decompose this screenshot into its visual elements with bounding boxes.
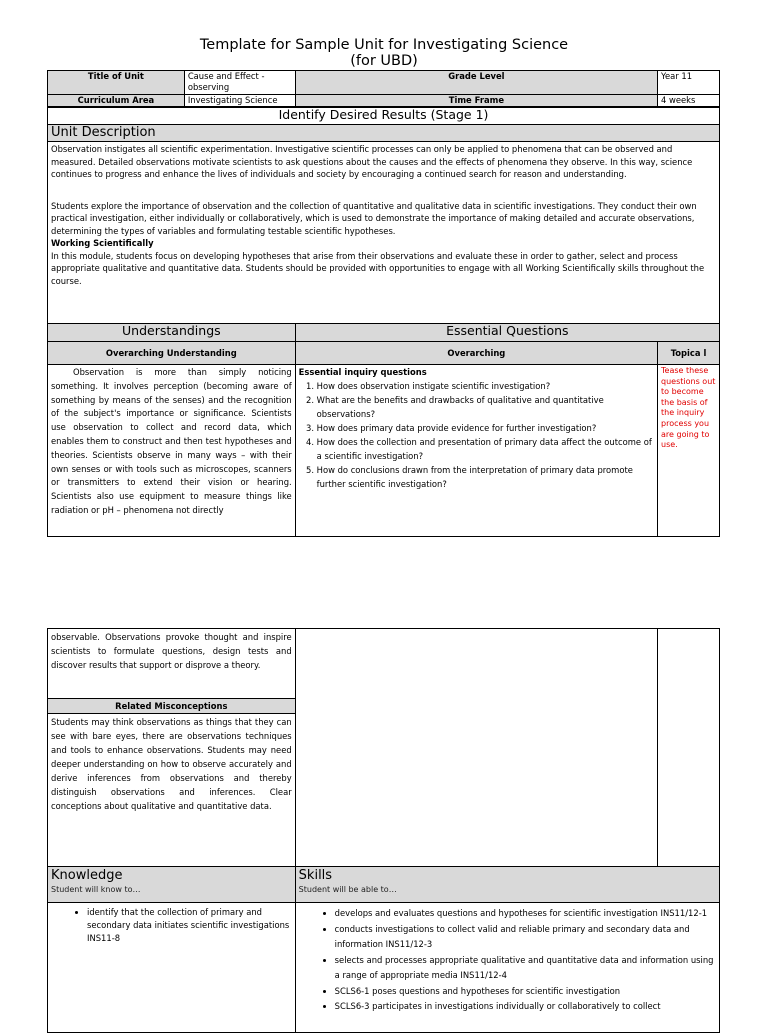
list-item: 1. How does observation instigate scientific investigation? <box>317 379 654 393</box>
skills-subheading: Student will be able to… <box>298 885 397 894</box>
list-item: • conducts investigations to collect valid and reliable primary and secondary data and information INS11/12-3 <box>335 922 716 953</box>
unit-description-heading: Unit Description <box>48 125 720 142</box>
misconceptions-text: Students may think observations as things that they can see with bare eyes, there are observations techniques and tools to enhance observations. Students may need deeper understanding on how to observe accurately and derive inferences from observations and thereby distinguish observations and inferences. Clear conceptions about qualitative and quantitative data. <box>48 714 296 867</box>
list-item: • develops and evaluates questions and hypotheses for scientific investigation INS11/12-1 <box>335 906 716 922</box>
overarching-understanding-text-2: observable. Observations provoke thought and inspire scientists to formulate questions, design tests and discover results that support or disprove a theory. <box>48 629 296 699</box>
stage1-heading: Identify Desired Results (Stage 1) <box>48 108 720 125</box>
curriculum-area-label: Curriculum Area <box>48 95 185 107</box>
document-title: Template for Sample Unit for Investigating Science <box>199 37 569 53</box>
list-item: 2. What are the benefits and drawbacks of qualitative and quantitative observations? <box>317 393 654 421</box>
curriculum-area-value: Investigating Science <box>184 95 295 107</box>
grade-level-value: Year 11 <box>658 71 720 95</box>
knowledge-subheading: Student will know to… <box>51 885 141 894</box>
title-of-unit-label: Title of Unit <box>48 71 185 95</box>
skills-list-cell <box>295 903 719 1033</box>
essential-questions-heading: Essential Questions <box>295 324 719 342</box>
essential-inquiry-questions <box>295 365 657 537</box>
unit-description <box>48 142 720 324</box>
time-frame-value: 4 weeks <box>658 95 720 107</box>
unit-info-table <box>47 70 720 107</box>
skills-list <box>299 906 716 1015</box>
understandings-heading: Understandings <box>48 324 296 342</box>
topical-continued <box>658 629 720 867</box>
unit-description-para1: Observation instigates all scientific experimentation. Investigative scientific processes can only be applied to phenomena that can be observed and measured. Detailed observations motivate scientists to ask questions about the causes and the effects of phenomena they observe. In this way, science continues to progress and enhance the lives of individuals and society by encouraging a continued search for reason and understanding. <box>51 144 693 179</box>
list-item: • SCLS6-1 poses questions and hypotheses for scientific investigation <box>335 984 716 1000</box>
list-item: 4. How does the collection and presentation of primary data affect the outcome of a scientific investigation? <box>317 435 654 463</box>
time-frame-label: Time Frame <box>295 95 657 107</box>
list-item: 5. How do conclusions drawn from the interpretation of primary data promote further scientific investigation? <box>317 463 654 491</box>
title-of-unit-value: Cause and Effect - observing <box>184 71 295 95</box>
topical-label: Topica l <box>658 342 720 365</box>
overarching-understanding-text-1: Observation is more than simply noticing something. It involves perception (becoming aware of something by means of the senses) and the recognition of the subject's importance or significance. Scientists use observation to collect and record data, which enables them to construct and then test hypotheses and theories. Scientists observe in many ways – with their own senses or with tools such as microscopes, scanners or transmitters to extend their vision or hearing. Scientists also use equipment to measure things like radiation or pH – phenomena not directly <box>48 365 296 537</box>
working-scientifically-heading: Working Scientifically <box>51 238 154 248</box>
overarching-label: Overarching <box>295 342 657 365</box>
document-subtitle: (for UBD) <box>350 53 418 69</box>
continuation-table <box>47 628 720 1033</box>
skills-header <box>295 867 719 903</box>
knowledge-heading: Knowledge <box>51 868 123 883</box>
essential-inquiry-heading: Essential inquiry questions <box>298 367 427 377</box>
essential-questions-list <box>299 379 654 491</box>
overarching-understanding-label: Overarching Understanding <box>48 342 296 365</box>
list-item: 3. How does primary data provide evidence for further investigation? <box>317 421 654 435</box>
topical-note: Tease these questions out to become the basis of the inquiry process you are going to use. <box>658 365 720 537</box>
knowledge-list-cell <box>48 903 296 1033</box>
working-scientifically-text: In this module, students focus on developing hypotheses that arise from their observations and evaluate these in order to gather, select and process appropriate qualitative and quantitative data. Students should be provided with opportunities to engage with all Working Scientifically skills throughout the course. <box>51 250 705 286</box>
skills-heading: Skills <box>298 868 333 883</box>
list-item: • SCLS6-3 participates in investigations individually or collaboratively to collect <box>335 999 716 1015</box>
knowledge-header <box>48 867 296 903</box>
stage1-table <box>47 107 720 537</box>
grade-level-label: Grade Level <box>295 71 657 95</box>
list-item: • selects and processes appropriate qualitative and quantitative data and information using a range of appropriate media INS11/12-4 <box>335 953 716 984</box>
essential-questions-continued <box>295 629 657 867</box>
related-misconceptions-label: Related Misconceptions <box>48 699 296 714</box>
knowledge-list <box>51 906 292 945</box>
list-item: • identify that the collection of primary and secondary data initiates scientific investigations INS11-8 <box>87 906 292 945</box>
unit-description-para2: Students explore the importance of observation and the collection of quantitative and qualitative data in scientific investigations. They conduct their own practical investigation, either individually or collaboratively, which is used to demonstrate the importance of making detailed and accurate observations, determining the types of variables and formulating testable scientific hypotheses. <box>51 200 697 236</box>
